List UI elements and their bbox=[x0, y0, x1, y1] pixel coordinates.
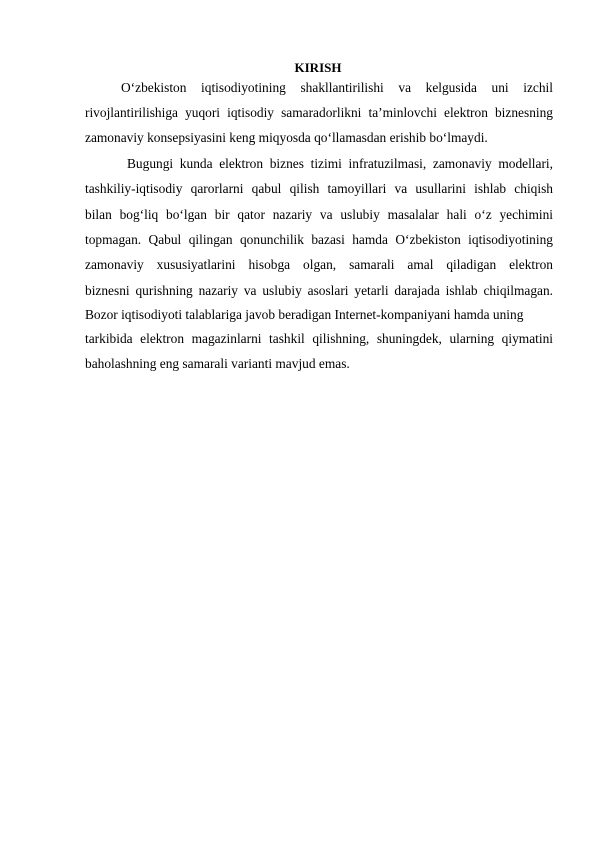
paragraph-1-line-2: rivojlantirilishiga yuqori iqtisodiy samaradorlikni ta’minlovchi elektron biznesning bbox=[85, 105, 553, 120]
paragraph-2-line-2: tashkiliy-iqtisodiy qarorlarni qabul qilish tamoyillari va usullarini ishlab chiqish bbox=[85, 181, 553, 196]
paragraph-2-line-5: zamonaviy xususiyatlarini hisobga olgan, samarali amal qiladigan elektron bbox=[85, 257, 553, 272]
paragraph-1-line-1: O‘zbekiston iqtisodiyotining shakllantirilishi va kelgusida uni izchil bbox=[121, 80, 553, 95]
paragraph-2-line-9: baholashning eng samarali varianti mavjud emas. bbox=[85, 356, 350, 371]
paragraph-2-line-7: Bozor iqtisodiyoti talablariga javob beradigan Internet-kompaniyani hamda uning bbox=[85, 307, 524, 322]
paragraph-2-line-6: biznesni qurishning nazariy va uslubiy asoslari yetarli darajada ishlab chiqilmagan. bbox=[85, 283, 553, 298]
page-title: KIRISH bbox=[294, 60, 342, 75]
paragraph-1-line-3: zamonaviy konsepsiyasini keng miqyosda qo‘llamasdan erishib bo‘lmaydi. bbox=[85, 130, 488, 145]
paragraph-2-line-4: topmagan. Qabul qilingan qonunchilik bazasi hamda O‘zbekiston iqtisodiyotining bbox=[85, 232, 553, 247]
paragraph-2-line-8: tarkibida elektron magazinlarni tashkil qilishning, shuningdek, ularning qiymatini bbox=[85, 331, 553, 346]
paragraph-2-line-3: bilan bog‘liq bo‘lgan bir qator nazariy va uslubiy masalalar hali o‘z yechimini bbox=[85, 207, 553, 222]
paragraph-2-line-1: Bugungi kunda elektron biznes tizimi infratuzilmasi, zamonaviy modellari, bbox=[127, 156, 553, 171]
